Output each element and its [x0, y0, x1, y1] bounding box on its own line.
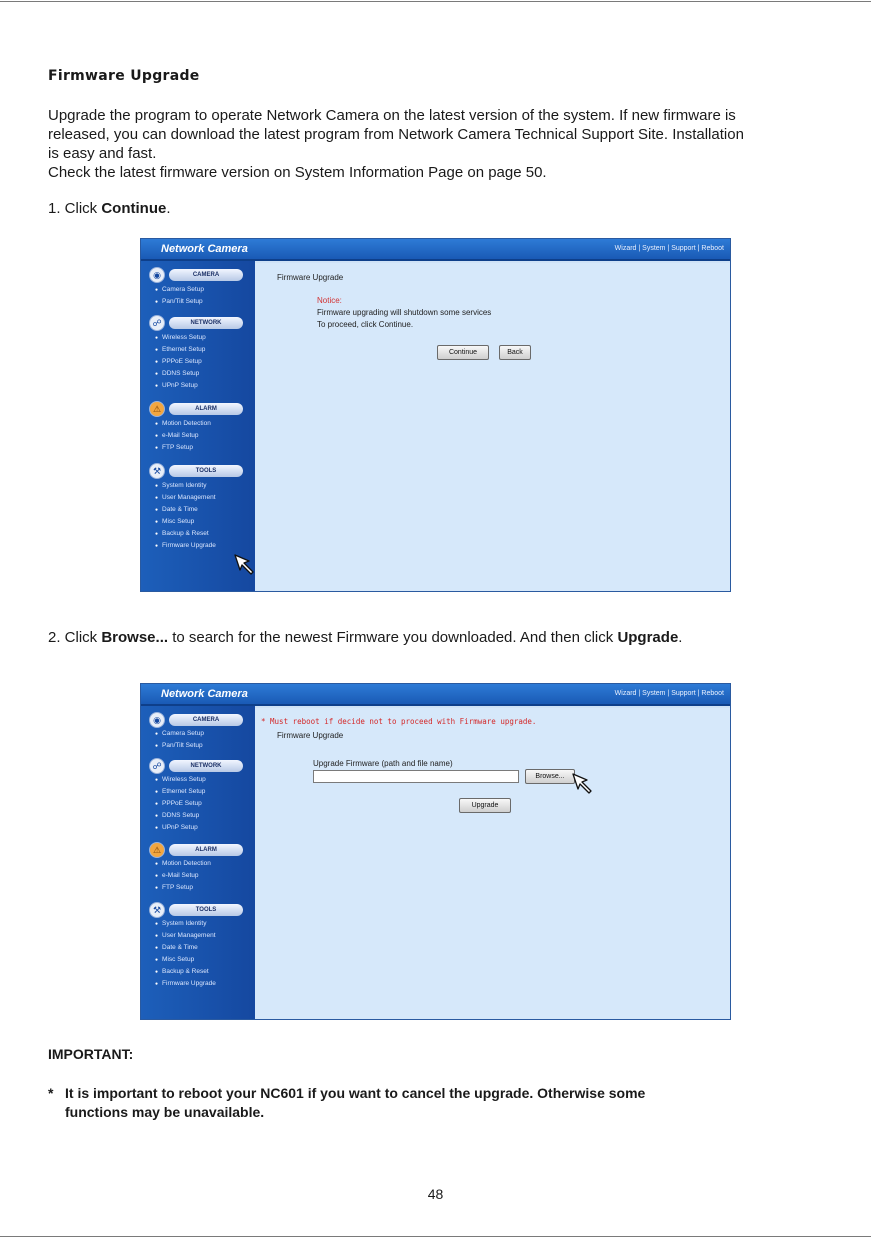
- sidebar-item-ethernet-setup[interactable]: ● Ethernet Setup: [155, 788, 205, 795]
- network-icon: ☍: [149, 758, 165, 774]
- sidebar-item-wireless-setup[interactable]: ● Wireless Setup: [155, 334, 206, 341]
- sidebar-item-firmware-upgrade[interactable]: ● Firmware Upgrade: [155, 980, 216, 987]
- network-icon: ☍: [149, 315, 165, 331]
- step-1-instruction: [48, 199, 171, 218]
- app-top-links[interactable]: Wizard | System | Support | Reboot: [614, 245, 724, 252]
- sidebar-item-camera-setup[interactable]: ● Camera Setup: [155, 730, 204, 737]
- sidebar-item-ftp-setup[interactable]: ● FTP Setup: [155, 444, 193, 451]
- screenshot-browse: [140, 683, 731, 1020]
- network-section-label: NETWORK: [169, 760, 243, 772]
- app-brand: Network Camera: [161, 243, 248, 255]
- reboot-warning: * Must reboot if decide not to proceed with Firmware upgrade.: [261, 717, 537, 726]
- note-line: It is important to reboot your NC601 if you want to cancel the upgrade. Otherwise some: [65, 1085, 646, 1101]
- camera-section-label: CAMERA: [169, 714, 243, 726]
- firmware-upgrade-heading: Firmware Upgrade: [277, 273, 344, 282]
- sidebar-item-wireless-setup[interactable]: ● Wireless Setup: [155, 776, 206, 783]
- tools-section-label: TOOLS: [169, 465, 243, 477]
- app-content: [255, 263, 730, 591]
- alarm-icon: ⚠: [149, 401, 165, 417]
- sidebar-item-misc-setup[interactable]: ● Misc Setup: [155, 518, 194, 525]
- alarm-section-label: ALARM: [169, 844, 243, 856]
- section-title: Firmware Upgrade: [48, 68, 200, 84]
- sidebar-item-upnp-setup[interactable]: ● UPnP Setup: [155, 824, 198, 831]
- app-sidebar: [141, 706, 255, 1019]
- step-2-keyword-upgrade: Upgrade: [617, 629, 679, 646]
- intro-line: released, you can download the latest program from Network Camera Technical Support Site. Installation: [48, 126, 744, 143]
- intro-paragraph: [48, 106, 838, 182]
- mouse-pointer-icon: [571, 772, 595, 796]
- camera-icon: ◉: [149, 712, 165, 728]
- mouse-pointer-icon: [233, 553, 257, 577]
- app-top-links[interactable]: Wizard | System | Support | Reboot: [614, 690, 724, 697]
- sidebar-item-email-setup[interactable]: ● e-Mail Setup: [155, 872, 199, 879]
- app-brand: Network Camera: [161, 688, 248, 700]
- upgrade-button[interactable]: Upgrade: [459, 798, 511, 813]
- sidebar-item-date-time[interactable]: ● Date & Time: [155, 944, 198, 951]
- app-header: [141, 239, 730, 261]
- sidebar-item-date-time[interactable]: ● Date & Time: [155, 506, 198, 513]
- step-2-keyword-browse: Browse...: [101, 629, 169, 646]
- sidebar-item-backup-reset[interactable]: ● Backup & Reset: [155, 530, 209, 537]
- app-content: [255, 708, 730, 1019]
- sidebar-item-ddns-setup[interactable]: ● DDNS Setup: [155, 370, 199, 377]
- note-bullet: *: [48, 1085, 54, 1101]
- sidebar-item-backup-reset[interactable]: ● Backup & Reset: [155, 968, 209, 975]
- app-header: [141, 684, 730, 706]
- camera-section-label: CAMERA: [169, 269, 243, 281]
- step-2-instruction: [48, 628, 682, 647]
- sidebar-item-pppoe-setup[interactable]: ● PPPoE Setup: [155, 800, 202, 807]
- notice-label: Notice:: [317, 296, 342, 305]
- sidebar-item-misc-setup[interactable]: ● Misc Setup: [155, 956, 194, 963]
- tools-icon: ⚒: [149, 902, 165, 918]
- bottom-rule: [0, 1236, 871, 1237]
- sidebar-item-system-identity[interactable]: ● System Identity: [155, 482, 206, 489]
- step-2-middle: to search for the newest Firmware you downloaded. And then click: [168, 629, 618, 646]
- sidebar-item-camera-setup[interactable]: ● Camera Setup: [155, 286, 204, 293]
- firmware-path-label: Upgrade Firmware (path and file name): [313, 759, 453, 768]
- sidebar-item-user-management[interactable]: ● User Management: [155, 932, 216, 939]
- intro-line: Upgrade the program to operate Network Camera on the latest version of the system. If new firmware is: [48, 107, 736, 124]
- continue-button[interactable]: Continue: [437, 345, 489, 360]
- intro-line: is easy and fast.: [48, 145, 157, 162]
- camera-icon: ◉: [149, 267, 165, 283]
- sidebar-item-user-management[interactable]: ● User Management: [155, 494, 216, 501]
- app-sidebar: [141, 261, 255, 591]
- sidebar-item-system-identity[interactable]: ● System Identity: [155, 920, 206, 927]
- screenshot-continue: [140, 238, 731, 592]
- sidebar-item-motion-detection[interactable]: ● Motion Detection: [155, 420, 211, 427]
- browse-button[interactable]: Browse...: [525, 769, 575, 784]
- page-number: 48: [427, 1186, 444, 1202]
- sidebar-item-motion-detection[interactable]: ● Motion Detection: [155, 860, 211, 867]
- back-button[interactable]: Back: [499, 345, 531, 360]
- note-line: functions may be unavailable.: [65, 1104, 265, 1120]
- intro-line: Check the latest firmware version on System Information Page on page 50.: [48, 164, 547, 181]
- step-2-suffix: .: [678, 629, 683, 646]
- network-section-label: NETWORK: [169, 317, 243, 329]
- alarm-section-label: ALARM: [169, 403, 243, 415]
- sidebar-item-ethernet-setup[interactable]: ● Ethernet Setup: [155, 346, 205, 353]
- sidebar-item-pan-tilt-setup[interactable]: ● Pan/Tilt Setup: [155, 298, 203, 305]
- top-rule: [0, 1, 871, 2]
- tools-section-label: TOOLS: [169, 904, 243, 916]
- firmware-path-input[interactable]: [313, 770, 519, 783]
- notice-line: To proceed, click Continue.: [317, 320, 414, 329]
- important-heading: IMPORTANT:: [48, 1046, 134, 1062]
- tools-icon: ⚒: [149, 463, 165, 479]
- notice-line: Firmware upgrading will shutdown some services: [317, 308, 492, 317]
- firmware-upgrade-heading: Firmware Upgrade: [277, 731, 344, 740]
- note-text: [65, 1084, 805, 1122]
- step-1-suffix: .: [166, 200, 171, 217]
- sidebar-item-pppoe-setup[interactable]: ● PPPoE Setup: [155, 358, 202, 365]
- step-2-prefix: 2. Click: [48, 629, 102, 646]
- sidebar-item-pan-tilt-setup[interactable]: ● Pan/Tilt Setup: [155, 742, 203, 749]
- sidebar-item-upnp-setup[interactable]: ● UPnP Setup: [155, 382, 198, 389]
- step-1-keyword: Continue: [101, 200, 167, 217]
- sidebar-item-email-setup[interactable]: ● e-Mail Setup: [155, 432, 199, 439]
- sidebar-item-firmware-upgrade[interactable]: ● Firmware Upgrade: [155, 542, 216, 549]
- sidebar-item-ddns-setup[interactable]: ● DDNS Setup: [155, 812, 199, 819]
- sidebar-item-ftp-setup[interactable]: ● FTP Setup: [155, 884, 193, 891]
- step-1-prefix: 1. Click: [48, 200, 102, 217]
- alarm-icon: ⚠: [149, 842, 165, 858]
